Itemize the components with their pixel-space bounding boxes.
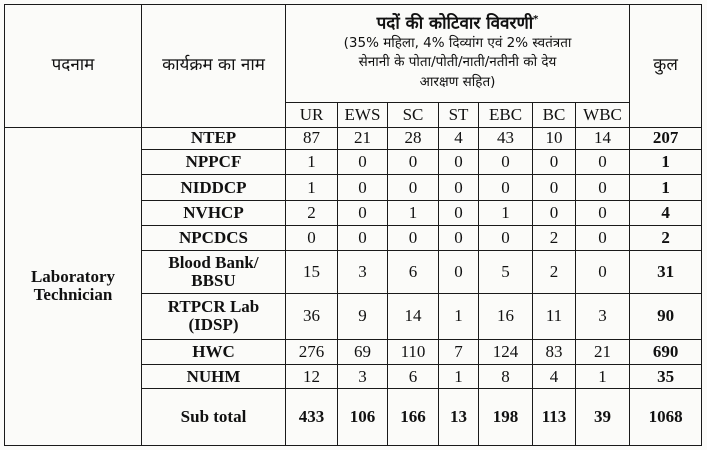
program-cell [142, 200, 286, 225]
row-total-cell: 690 [630, 339, 702, 364]
value-cell-ur: 1 [286, 175, 338, 200]
reservation-note-line: (35% महिला, 4% दिव्यांग एवं 2% स्वतंत्रता [343, 34, 572, 51]
value-cell-wbc: 0 [576, 149, 630, 174]
title-asterisk: * [533, 14, 539, 26]
grand-total-cell: 1068 [630, 389, 702, 446]
post-name-cell [5, 127, 142, 445]
table-row [5, 127, 702, 149]
value-cell-wbc: 0 [576, 200, 630, 225]
post-name-line: Technician [33, 285, 113, 305]
category-header-ur: UR [286, 103, 338, 127]
subtotal-cell-wbc: 39 [576, 389, 630, 446]
value-cell-ur: 36 [286, 293, 338, 339]
value-cell-ews: 3 [338, 364, 388, 388]
program-name-line: NIDDCP [180, 177, 247, 197]
category-header-bc: BC [533, 103, 576, 127]
subtotal-cell-sc: 166 [388, 389, 439, 446]
value-cell-bc: 10 [533, 127, 576, 149]
row-total-cell: 1 [630, 149, 702, 174]
value-cell-ebc: 0 [479, 225, 533, 250]
program-name-line: NUHM [186, 366, 241, 386]
header-total: कुल [630, 5, 702, 128]
subtotal-cell-ebc: 198 [479, 389, 533, 446]
value-cell-wbc: 1 [576, 364, 630, 388]
value-cell-st: 7 [439, 339, 479, 364]
category-title: पदों की कोटिवार विवरणी* [376, 13, 539, 34]
program-name-line: NPPCF [185, 152, 242, 172]
value-cell-ebc: 0 [479, 149, 533, 174]
value-cell-st: 0 [439, 149, 479, 174]
program-cell [142, 251, 286, 294]
value-cell-sc: 0 [388, 225, 439, 250]
value-cell-st: 1 [439, 293, 479, 339]
subtotal-cell-ews: 106 [338, 389, 388, 446]
value-cell-sc: 14 [388, 293, 439, 339]
row-total-cell: 2 [630, 225, 702, 250]
value-cell-ebc: 8 [479, 364, 533, 388]
value-cell-ur: 0 [286, 225, 338, 250]
value-cell-ews: 0 [338, 200, 388, 225]
value-cell-bc: 4 [533, 364, 576, 388]
header-post-name: पदनाम [5, 5, 142, 128]
value-cell-wbc: 0 [576, 251, 630, 294]
value-cell-bc: 0 [533, 200, 576, 225]
program-cell [142, 127, 286, 149]
program-name-line: NVHCP [183, 202, 244, 222]
value-cell-ews: 0 [338, 149, 388, 174]
subtotal-cell-ur: 433 [286, 389, 338, 446]
value-cell-sc: 110 [388, 339, 439, 364]
row-total-cell: 31 [630, 251, 702, 294]
value-cell-bc: 0 [533, 149, 576, 174]
value-cell-sc: 6 [388, 251, 439, 294]
value-cell-wbc: 14 [576, 127, 630, 149]
category-header-sc: SC [388, 103, 439, 127]
value-cell-sc: 6 [388, 364, 439, 388]
value-cell-ews: 3 [338, 251, 388, 294]
value-cell-ews: 0 [338, 175, 388, 200]
row-total-cell: 90 [630, 293, 702, 339]
value-cell-ur: 87 [286, 127, 338, 149]
reservation-note [288, 34, 627, 93]
program-name-line: NPCDCS [179, 228, 248, 248]
value-cell-wbc: 21 [576, 339, 630, 364]
subtotal-label: Sub total [142, 389, 286, 446]
program-name-line: (IDSP) [188, 315, 239, 335]
subtotal-cell-bc: 113 [533, 389, 576, 446]
value-cell-st: 0 [439, 200, 479, 225]
value-cell-ur: 2 [286, 200, 338, 225]
value-cell-st: 0 [439, 251, 479, 294]
subtotal-cell-st: 13 [439, 389, 479, 446]
row-total-cell: 207 [630, 127, 702, 149]
value-cell-ur: 15 [286, 251, 338, 294]
value-cell-ews: 0 [338, 225, 388, 250]
row-total-cell: 1 [630, 175, 702, 200]
value-cell-bc: 83 [533, 339, 576, 364]
program-cell [142, 149, 286, 174]
value-cell-sc: 28 [388, 127, 439, 149]
value-cell-bc: 11 [533, 293, 576, 339]
program-name-line: NTEP [190, 128, 237, 148]
header-row [5, 5, 702, 103]
value-cell-ews: 69 [338, 339, 388, 364]
value-cell-ebc: 124 [479, 339, 533, 364]
value-cell-ur: 276 [286, 339, 338, 364]
program-name-line: HWC [192, 341, 235, 361]
value-cell-st: 0 [439, 225, 479, 250]
category-header-ews: EWS [338, 103, 388, 127]
value-cell-st: 1 [439, 364, 479, 388]
value-cell-ur: 12 [286, 364, 338, 388]
category-header-ebc: EBC [479, 103, 533, 127]
value-cell-st: 0 [439, 175, 479, 200]
value-cell-ebc: 0 [479, 175, 533, 200]
value-cell-sc: 0 [388, 149, 439, 174]
reservation-note-line: आरक्षण सहित) [419, 73, 496, 90]
vacancy-table [4, 4, 702, 446]
header-category-title [286, 5, 630, 103]
post-name-line: Laboratory [30, 267, 116, 287]
value-cell-ebc: 1 [479, 200, 533, 225]
value-cell-ebc: 16 [479, 293, 533, 339]
row-total-cell: 4 [630, 200, 702, 225]
program-cell [142, 339, 286, 364]
program-cell [142, 364, 286, 388]
row-total-cell: 35 [630, 364, 702, 388]
value-cell-wbc: 0 [576, 175, 630, 200]
program-cell [142, 175, 286, 200]
program-cell [142, 225, 286, 250]
value-cell-ews: 9 [338, 293, 388, 339]
value-cell-sc: 1 [388, 200, 439, 225]
value-cell-ebc: 5 [479, 251, 533, 294]
program-name-line: BBSU [191, 271, 236, 291]
value-cell-sc: 0 [388, 175, 439, 200]
value-cell-bc: 2 [533, 251, 576, 294]
reservation-note-line: सेनानी के पोता/पोती/नाती/नतीनी को देय [358, 54, 557, 71]
program-name-line: Blood Bank/ [168, 253, 259, 273]
header-program-name: कार्यक्रम का नाम [142, 5, 286, 128]
category-header-st: ST [439, 103, 479, 127]
value-cell-wbc: 0 [576, 225, 630, 250]
category-header-wbc: WBC [576, 103, 630, 127]
value-cell-ur: 1 [286, 149, 338, 174]
value-cell-bc: 2 [533, 225, 576, 250]
value-cell-wbc: 3 [576, 293, 630, 339]
value-cell-ebc: 43 [479, 127, 533, 149]
value-cell-ews: 21 [338, 127, 388, 149]
program-name-line: RTPCR Lab [167, 297, 260, 317]
program-cell [142, 293, 286, 339]
value-cell-st: 4 [439, 127, 479, 149]
value-cell-bc: 0 [533, 175, 576, 200]
